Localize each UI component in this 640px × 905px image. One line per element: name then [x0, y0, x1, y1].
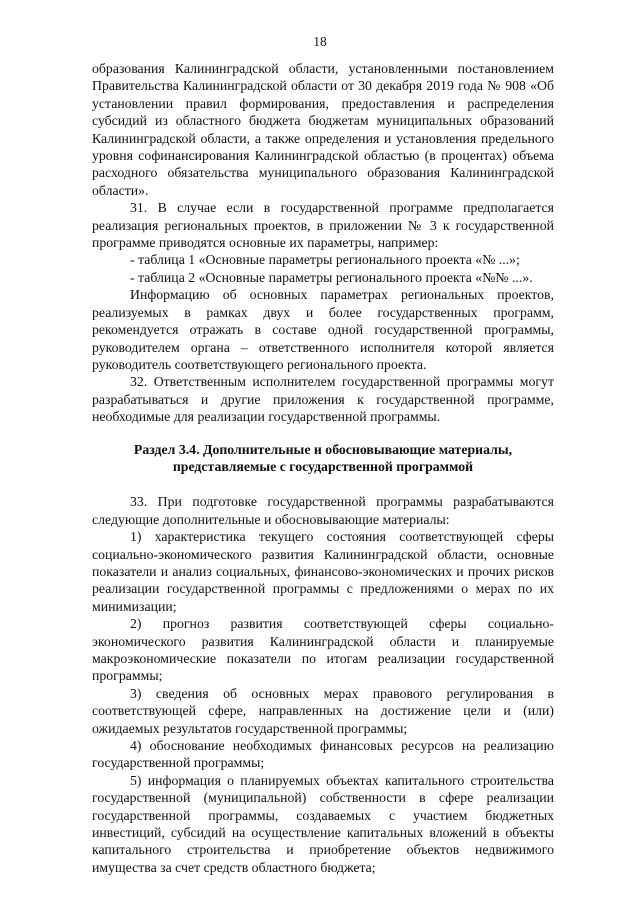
list-item-5: 5) информация о планируемых объектах капитального строительства государственной (муниципальной) собственности в сфере реализации государственной программы, создаваемых с участием бюджетных инвестиций, субсидий на осуществление капитальных вложений в объекты капитального строительства и приобретение объектов недвижимого имущества за счет средств областного бюджета;	[92, 772, 554, 875]
list-item-4: 4) обоснование необходимых финансовых ресурсов на реализацию государственной программы;	[92, 738, 554, 771]
section-heading-line-2: представляемые с государственной программой	[172, 458, 474, 474]
list-item-3: 3) сведения об основных мерах правового регулирования в соответствующей сфере, направленных на достижение цели и (или) ожидаемых результатов государственной программы;	[92, 685, 554, 736]
section-heading-line-1: Раздел 3.4. Дополнительные и обосновывающие материалы,	[133, 441, 513, 457]
page-number: 18	[313, 34, 327, 49]
paragraph-32: 32. Ответственным исполнителем государственной программы могут разрабатываться и другие приложения к государственной программе, необходимые для реализации государственной программы.	[92, 374, 554, 425]
paragraph-33: 33. При подготовке государственной программы разрабатываются следующие дополнительные и обосновывающие материалы:	[92, 494, 554, 527]
paragraph-info-regional-projects: Информацию об основных параметрах региональных проектов, реализуемых в рамках двух и более государственных программ, рекомендуется отражать в составе одной государственной программы, руководителем органа – ответственного исполнителя которой является руководитель соответствующего регионального проекта.	[92, 287, 554, 372]
document-body	[92, 60, 554, 876]
paragraph-31: 31. В случае если в государственной программе предполагается реализация региональных проектов, в приложении № 3 к государственной программе приводятся основные их параметры, например:	[92, 200, 554, 251]
section-heading	[92, 441, 554, 476]
list-item-1: 1) характеристика текущего состояния соответствующей сферы социально-экономического развития Калининградской области, основные показатели и анализ социальных, финансово-экономических и прочих рисков реализации государственной программы с предложениями о мерах по их минимизации;	[92, 529, 554, 614]
paragraph-continuation: образования Калининградской области, установленными постановлением Правительства Калининградской области от 30 декабря 2019 года № 908 «Об установлении правил формирования, предоставления и распределения субсидий из областного бюджета бюджетам муниципальных образований Калининградской области, а также определения и установления предельного уровня софинансирования Калининградской областью (в процентах) объема расходного обязательства муниципального образования Калининградской области».	[92, 61, 554, 198]
list-item-table-2: - таблица 2 «Основные параметры регионального проекта «№№ ...».	[130, 269, 533, 285]
list-item-2: 2) прогноз развития соответствующей сферы социально-экономического развития Калининградской области и планируемые макроэкономические показатели по итогам реализации государственной программы;	[92, 616, 554, 684]
list-item-table-1: - таблица 1 «Основные параметры регионального проекта «№ ...»;	[130, 252, 520, 268]
